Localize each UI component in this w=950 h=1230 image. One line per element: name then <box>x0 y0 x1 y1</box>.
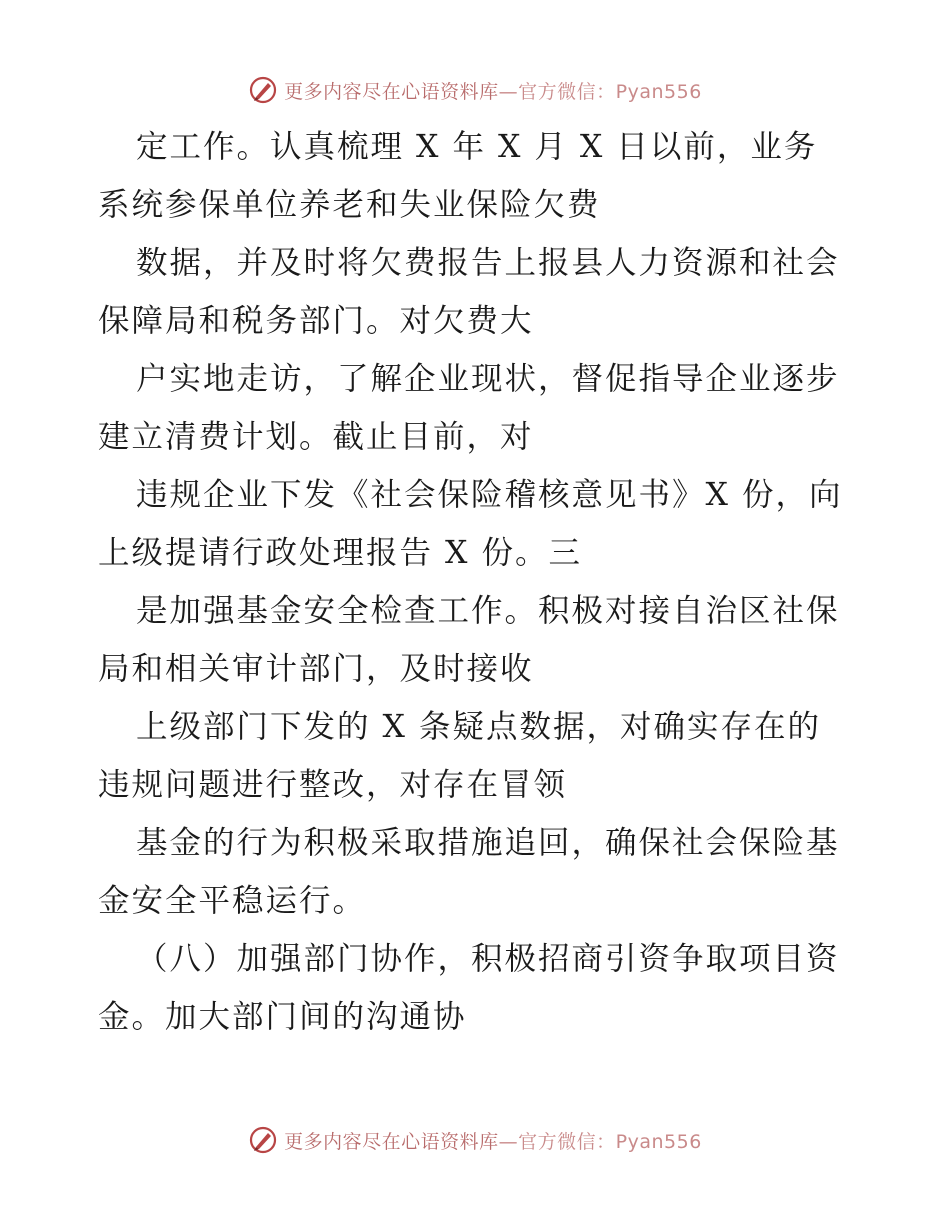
text-line: 违规问题进行整改，对存在冒领 <box>98 767 568 803</box>
text-line: 上级提请行政处理报告 X 份。三 <box>98 535 582 571</box>
text-line: （八）加强部门协作，积极招商引资争取项目资 <box>136 941 840 977</box>
quill-pen-logo-icon <box>248 1125 278 1155</box>
text-line: 系统参保单位养老和失业保险欠费 <box>98 187 601 223</box>
text-line: 是加强基金安全检查工作。积极对接自治区社保 <box>136 593 840 629</box>
text-line: 金。加大部门间的沟通协 <box>98 999 467 1035</box>
text-line: 金安全平稳运行。 <box>98 883 367 919</box>
watermark-separator: — <box>498 80 519 103</box>
text-line: 违规企业下发《社会保险稽核意见书》X 份，向 <box>136 477 843 513</box>
quill-pen-logo-icon <box>248 75 278 105</box>
text-line: 上级部门下发的 X 条疑点数据，对确实存在的 <box>136 709 821 745</box>
watermark-separator: — <box>498 1130 519 1153</box>
watermark-brand-text: 更多内容尽在心语资料库 <box>284 80 499 103</box>
text-line: 保障局和税务部门。对欠费大 <box>98 303 534 339</box>
text-line: 数据，并及时将欠费报告上报县人力资源和社会 <box>136 245 840 281</box>
footer-watermark <box>0 1120 950 1160</box>
text-line: 局和相关审计部门，及时接收 <box>98 651 534 687</box>
text-line: 定工作。认真梳理 X 年 X 月 X 日以前，业务 <box>136 129 818 165</box>
document-body <box>98 118 858 1046</box>
text-line: 基金的行为积极采取措施追回，确保社会保险基 <box>136 825 840 861</box>
watermark-wechat-text: 官方微信：Pyan556 <box>518 1130 702 1153</box>
text-line: 户实地走访，了解企业现状，督促指导企业逐步 <box>136 361 840 397</box>
text-line: 建立清费计划。截止目前，对 <box>98 419 534 455</box>
watermark-brand-text: 更多内容尽在心语资料库 <box>284 1130 499 1153</box>
watermark-wechat-text: 官方微信：Pyan556 <box>518 80 702 103</box>
header-watermark <box>0 70 950 110</box>
